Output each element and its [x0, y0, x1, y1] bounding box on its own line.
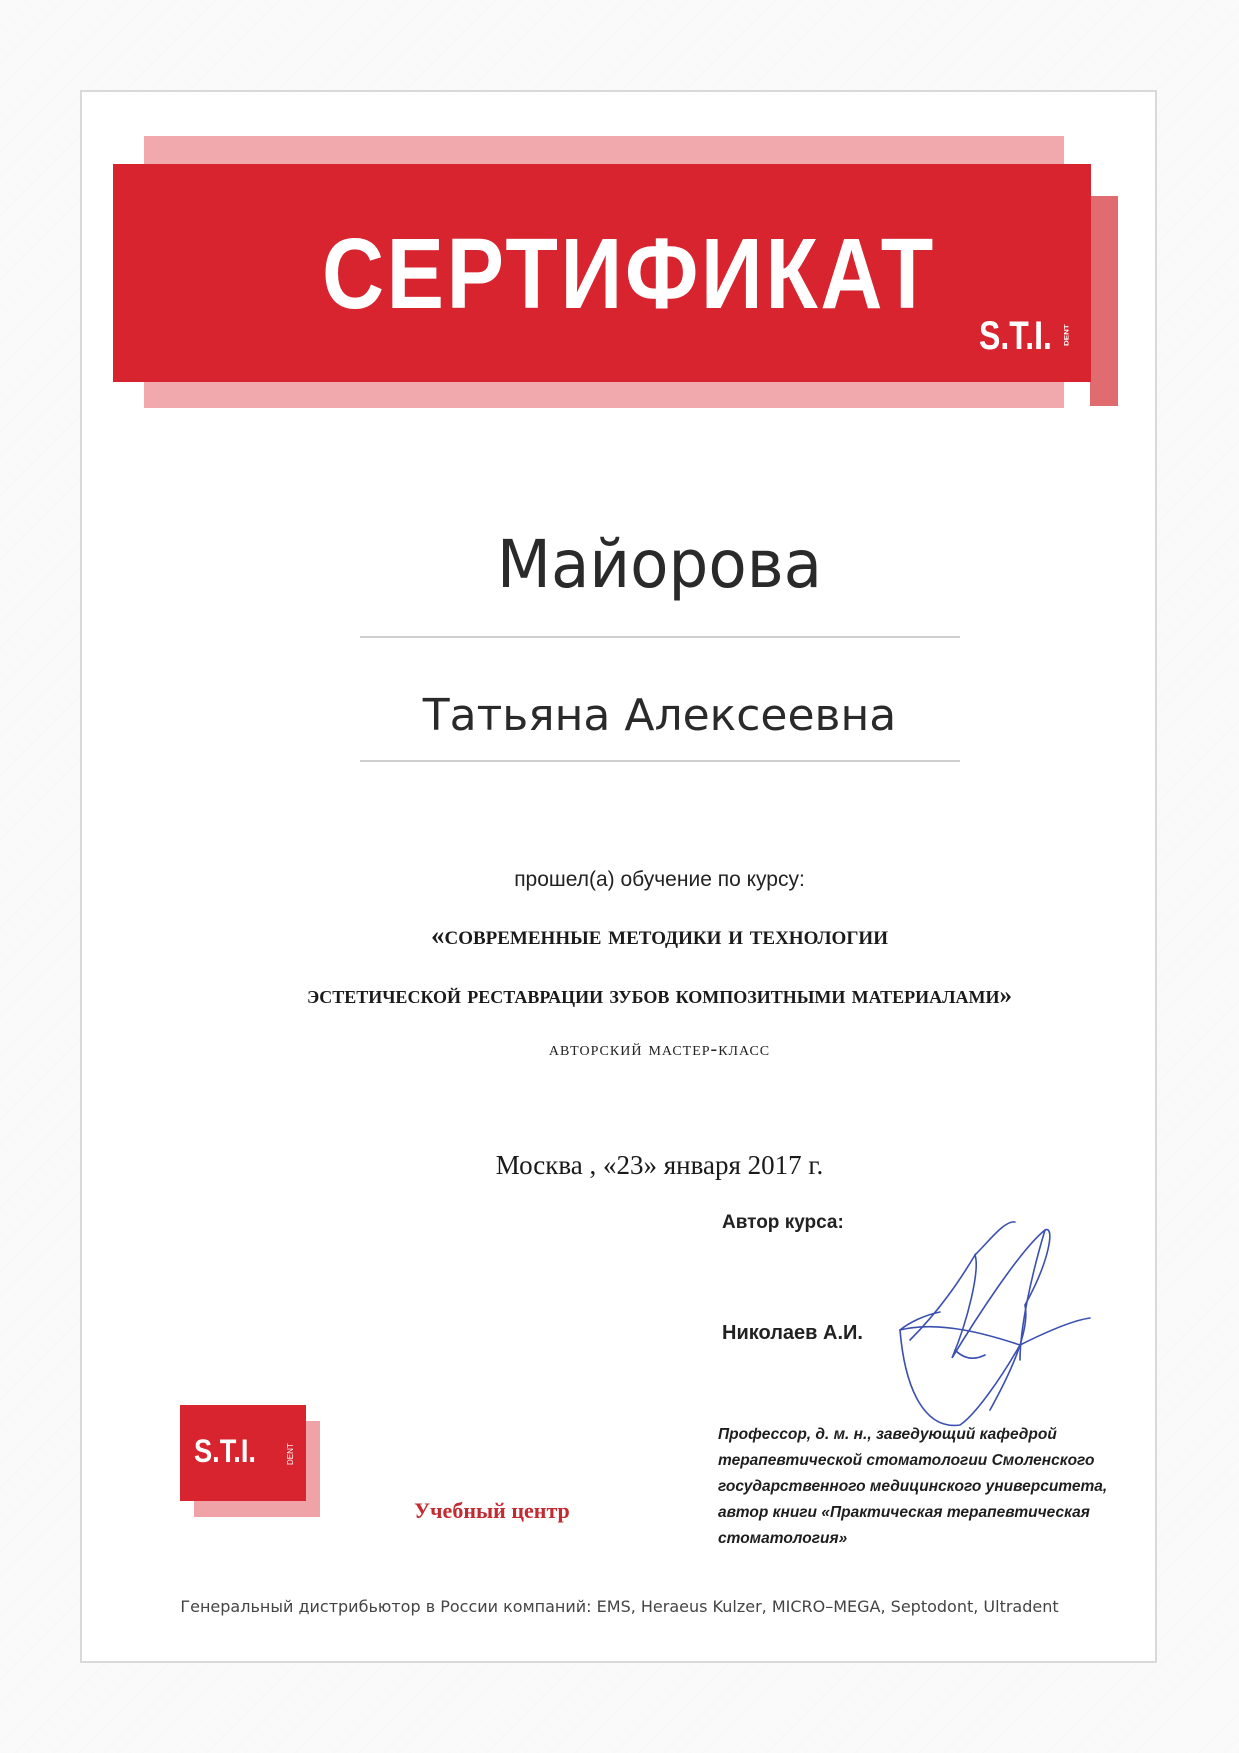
recipient-surname: Майорова: [496, 526, 823, 603]
certificate-banner: [113, 164, 1091, 382]
completion-text: прошел(а) обучение по курсу:: [514, 868, 805, 891]
author-description-line: автор книги «Практическая терапевтическая: [718, 1504, 1090, 1521]
sti-logo-banner: [979, 314, 1071, 358]
author-description: [718, 1422, 1138, 1552]
certificate-title: СЕРТИФИКАТ: [322, 218, 936, 330]
author-description-line: Профессор, д. м. н., заведующий кафедрой: [718, 1426, 1057, 1443]
course-subtitle: авторский мастер-класс: [548, 1038, 771, 1060]
author-signature: [880, 1210, 1140, 1440]
author-label: Автор курса:: [722, 1212, 844, 1233]
given-names-underline: [360, 760, 960, 762]
author-description-line: стоматология»: [718, 1530, 848, 1547]
footer-logo-subtext: DENT: [286, 1443, 295, 1465]
banner-side-accent: [1090, 196, 1118, 406]
logo-subtext: DENT: [1063, 324, 1071, 346]
distributor-footer: Генеральный дистрибьютор в России компаний: EMS, Heraeus Kulzer, MICRO–MEGA, Septodont, Ultradent: [180, 1597, 1059, 1616]
course-title-line-2: эстетической реставрации зубов композитными материалами»: [307, 982, 1012, 1009]
author-name: Николаев А.И.: [722, 1322, 863, 1344]
author-description-line: государственного медицинского университета,: [718, 1478, 1108, 1495]
surname-underline: [360, 636, 960, 638]
place-and-date: Москва , «23» января 2017 г.: [495, 1150, 824, 1180]
footer-logo-text: S.T.I.: [194, 1433, 256, 1469]
training-center-label: Учебный центр: [414, 1498, 570, 1523]
course-title-line-1: «современные методики и технологии: [430, 920, 888, 950]
author-description-line: терапевтической стоматологии Смоленского: [718, 1452, 1095, 1469]
logo-text: S.T.I.: [979, 314, 1052, 358]
sti-logo-footer: [180, 1405, 306, 1501]
recipient-given-names: Татьяна Алексеевна: [422, 690, 897, 741]
